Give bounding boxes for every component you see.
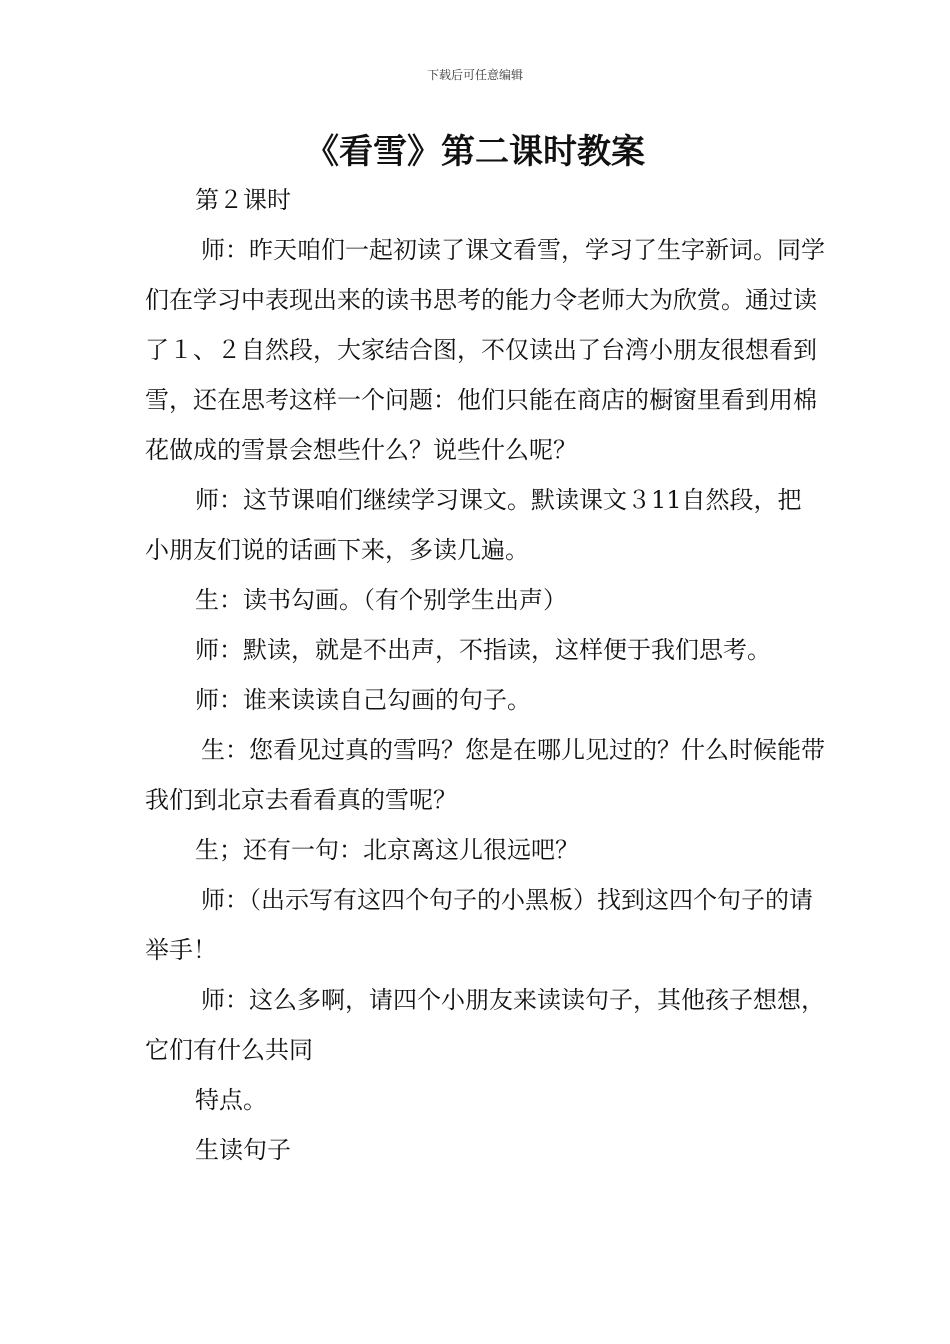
paragraph-features: 特点。 bbox=[195, 1086, 267, 1114]
paragraph-teacher-blackboard: 师：（出示写有这四个句子的小黑板）找到这四个句子的请举手！ bbox=[145, 886, 813, 964]
paragraph-teacher-who-reads: 师：谁来读读自己勾画的句子。 bbox=[195, 686, 531, 714]
paragraph-student-reads: 生读句子 bbox=[195, 1136, 291, 1164]
paragraph-teacher-intro: 师：昨天咱们一起初读了课文看雪，学习了生字新词。同学们在学习中表现出来的读书思考的能力令老师大为欣赏。通过读了１、２自然段，大家结合图，不仅读出了台湾小朋友很想看到雪，还在思考这样一个问题：他们只能在商店的橱窗里看到用棉花做成的雪景会想些什么？说些什么呢？ bbox=[145, 236, 825, 464]
paragraph-lesson-period: 第２课时 bbox=[195, 186, 291, 214]
paragraph-student-marking: 生：读书勾画。（有个别学生出声） bbox=[195, 586, 567, 614]
paragraph-student-another: 生；还有一句：北京离这儿很远吧？ bbox=[195, 836, 579, 864]
document-title: 《看雪》第二课时教案 bbox=[305, 132, 645, 172]
document-body bbox=[145, 175, 825, 1175]
paragraph-teacher-four-children: 师：这么多啊，请四个小朋友来读读句子，其他孩子想想，它们有什么共同 bbox=[145, 986, 825, 1064]
paragraph-teacher-silent-explain: 师：默读，就是不出声，不指读，这样便于我们思考。 bbox=[195, 636, 771, 664]
header-note: 下载后可任意编辑 bbox=[426, 68, 523, 82]
paragraph-teacher-silent-reading: 师：这节课咱们继续学习课文。默读课文３11自然段，把小朋友们说的话画下来，多读几遍。 bbox=[145, 486, 802, 564]
paragraph-student-questions: 生：您看见过真的雪吗？您是在哪儿见过的？什么时候能带我们到北京去看看真的雪呢？ bbox=[145, 736, 825, 814]
